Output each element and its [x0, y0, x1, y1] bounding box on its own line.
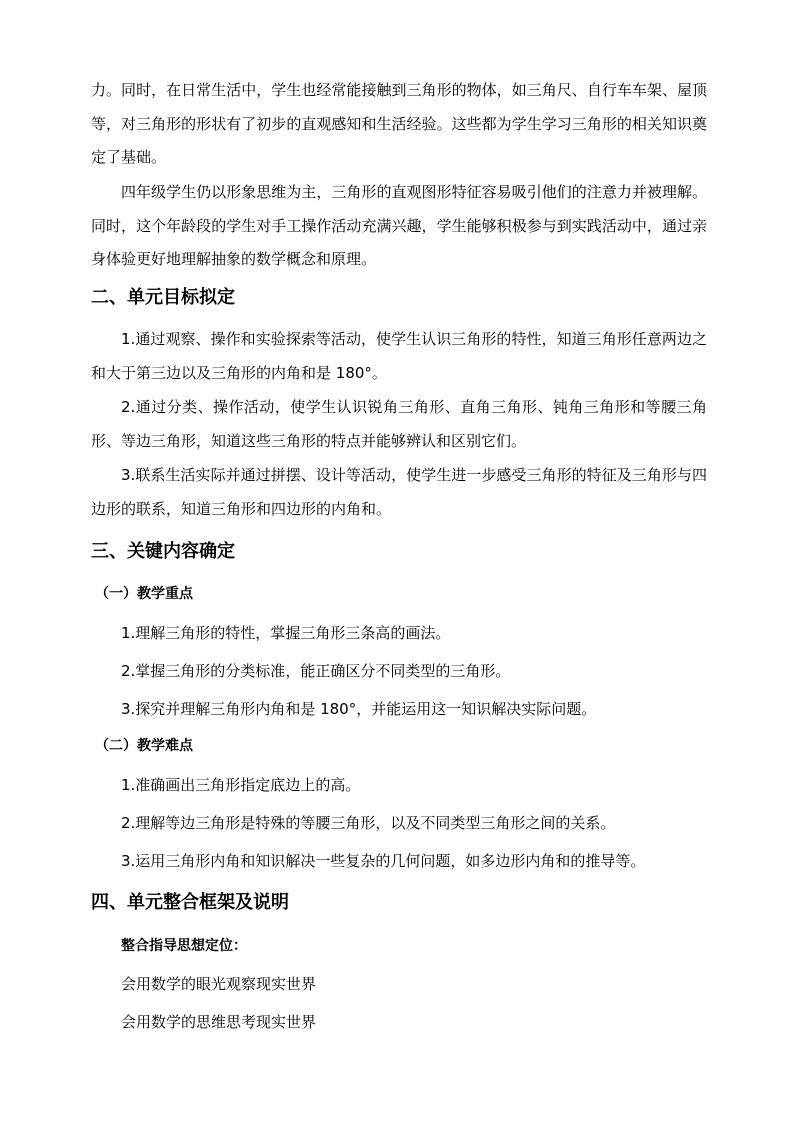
intro-paragraph-2: 四年级学生仍以形象思维为主，三角形的直观图形特征容易吸引他们的注意力并被理解。同时，这个年龄段的学生对手工操作活动充满兴趣，学生能够积极参与到实践活动中，通过亲身体验更好地理解抽象的数学概念和原理。 [91, 183, 707, 269]
goal-item-2: 2.通过分类、操作活动，使学生认识锐角三角形、直角三角形、钝角三角形和等腰三角形、等边三角形，知道这些三角形的特点并能够辨认和区别它们。 [91, 398, 707, 450]
guide-title: 整合指导思想定位： [121, 938, 247, 954]
difficulty-item-1: 1.准确画出三角形指定底边上的高。 [121, 776, 361, 794]
difficulties-title: （二）教学难点 [95, 738, 193, 754]
goal-item-1: 1.通过观察、操作和实验探索等活动，使学生认识三角形的特性，知道三角形任意两边之和大于第三边以及三角形的内角和是 180°。 [91, 330, 707, 382]
guide-line-1: 会用数学的眼光观察现实世界 [121, 975, 317, 993]
key-point-item-1: 1.理解三角形的特性，掌握三角形三条高的画法。 [121, 624, 451, 642]
section-2-heading: 二、单元目标拟定 [91, 287, 235, 308]
key-point-item-2: 2.掌握三角形的分类标准，能正确区分不同类型的三角形。 [121, 662, 511, 680]
intro-paragraph-1: 力。同时，在日常生活中，学生也经常能接触到三角形的物体，如三角尺、自行车车架、屋顶等，对三角形的形状有了初步的直观感知和生活经验。这些都为学生学习三角形的相关知识奠定了基础。 [91, 81, 707, 167]
section-3-heading: 三、关键内容确定 [91, 541, 235, 562]
goal-item-3: 3.联系生活实际并通过拼摆、设计等活动，使学生进一步感受三角形的特征及三角形与四边形的联系，知道三角形和四边形的内角和。 [91, 466, 707, 518]
difficulty-item-2: 2.理解等边三角形是特殊的等腰三角形，以及不同类型三角形之间的关系。 [121, 814, 616, 832]
section-4-heading: 四、单元整合框架及说明 [91, 892, 289, 913]
key-points-title: （一）教学重点 [95, 586, 193, 602]
guide-line-2: 会用数学的思维思考现实世界 [121, 1013, 317, 1031]
key-point-item-3: 3.探究并理解三角形内角和是 180°，并能运用这一知识解决实际问题。 [121, 700, 597, 718]
difficulty-item-3: 3.运用三角形内角和知识解决一些复杂的几何问题，如多边形内角和的推导等。 [121, 852, 646, 870]
